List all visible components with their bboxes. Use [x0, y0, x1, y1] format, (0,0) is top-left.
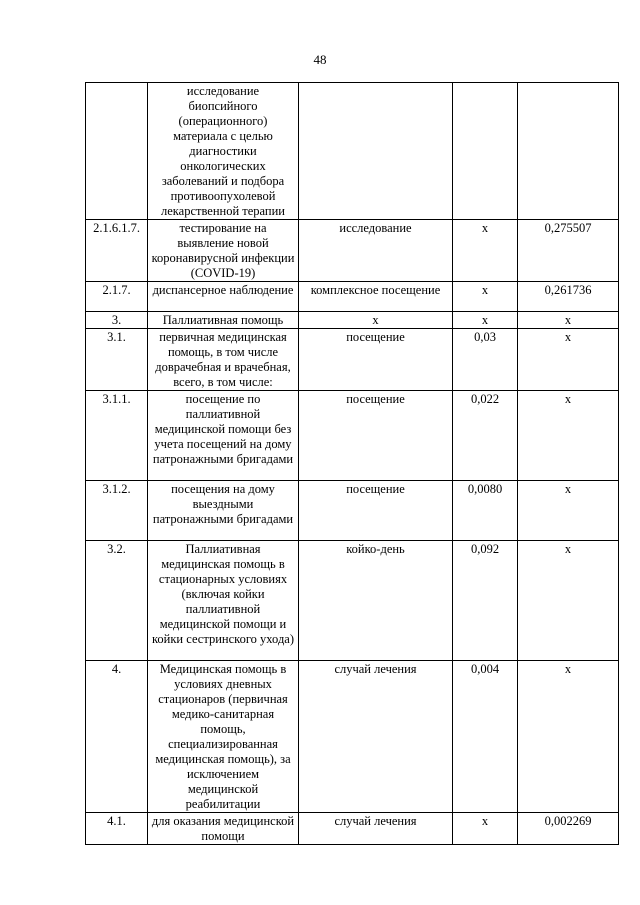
row-number: 4.: [86, 661, 148, 813]
row-value-1: 0,092: [453, 541, 518, 661]
row-value-1: х: [453, 282, 518, 312]
row-number: 4.1.: [86, 813, 148, 845]
row-unit: случай лечения: [299, 813, 453, 845]
row-description: посещения на дому выездными патронажными бригадами: [148, 481, 299, 541]
row-unit: комплексное посещение: [299, 282, 453, 312]
row-number: 3.: [86, 312, 148, 329]
row-number: 3.1.2.: [86, 481, 148, 541]
table-row: [86, 541, 619, 661]
row-value-2: х: [518, 661, 619, 813]
row-unit: посещение: [299, 391, 453, 481]
row-value-1: 0,022: [453, 391, 518, 481]
row-value-2: х: [518, 481, 619, 541]
row-description: Паллиативная помощь: [148, 312, 299, 329]
row-value-2: [518, 83, 619, 220]
row-value-1: х: [453, 220, 518, 282]
row-number: 3.1.1.: [86, 391, 148, 481]
row-unit: посещение: [299, 329, 453, 391]
row-value-2: х: [518, 312, 619, 329]
table-row: [86, 83, 619, 220]
row-number: [86, 83, 148, 220]
row-description: Паллиативная медицинская помощь в стационарных условиях (включая койки паллиативной медицинской помощи и койки сестринского ухода): [148, 541, 299, 661]
row-value-1: [453, 83, 518, 220]
row-value-1: х: [453, 813, 518, 845]
table-row: [86, 282, 619, 312]
table-row: [86, 220, 619, 282]
row-unit: х: [299, 312, 453, 329]
row-number: 3.1.: [86, 329, 148, 391]
row-value-1: 0,004: [453, 661, 518, 813]
row-unit: койко-день: [299, 541, 453, 661]
table-row: [86, 813, 619, 845]
table-row: [86, 329, 619, 391]
row-unit: исследование: [299, 220, 453, 282]
table-row: [86, 391, 619, 481]
row-value-2: х: [518, 541, 619, 661]
row-number: 3.2.: [86, 541, 148, 661]
page-number: 48: [313, 52, 327, 67]
row-description: Медицинская помощь в условиях дневных стационаров (первичная медико-санитарная помощь, специализированная медицинская помощь), за исключением медицинской реабилитации: [148, 661, 299, 813]
row-value-2: 0,261736: [518, 282, 619, 312]
row-description: исследование биопсийного (операционного) материала с целью диагностики онкологических заболеваний и подбора противоопухолевой лекарственной терапии: [148, 83, 299, 220]
row-value-1: 0,0080: [453, 481, 518, 541]
row-unit: [299, 83, 453, 220]
row-number: 2.1.6.1.7.: [86, 220, 148, 282]
row-description: для оказания медицинской помощи: [148, 813, 299, 845]
row-number: 2.1.7.: [86, 282, 148, 312]
row-value-1: х: [453, 312, 518, 329]
row-unit: посещение: [299, 481, 453, 541]
row-description: первичная медицинская помощь, в том числе доврачебная и врачебная, всего, в том числе:: [148, 329, 299, 391]
row-description: тестирование на выявление новой коронавирусной инфекции (COVID-19): [148, 220, 299, 282]
row-value-2: х: [518, 329, 619, 391]
row-description: диспансерное наблюдение: [148, 282, 299, 312]
row-value-2: 0,002269: [518, 813, 619, 845]
row-value-2: х: [518, 391, 619, 481]
row-value-1: 0,03: [453, 329, 518, 391]
row-value-2: 0,275507: [518, 220, 619, 282]
row-unit: случай лечения: [299, 661, 453, 813]
norms-table: [85, 82, 619, 845]
row-description: посещение по паллиативной медицинской помощи без учета посещений на дому патронажными бригадами: [148, 391, 299, 481]
table-row: [86, 481, 619, 541]
table-row: [86, 661, 619, 813]
table-row: [86, 312, 619, 329]
